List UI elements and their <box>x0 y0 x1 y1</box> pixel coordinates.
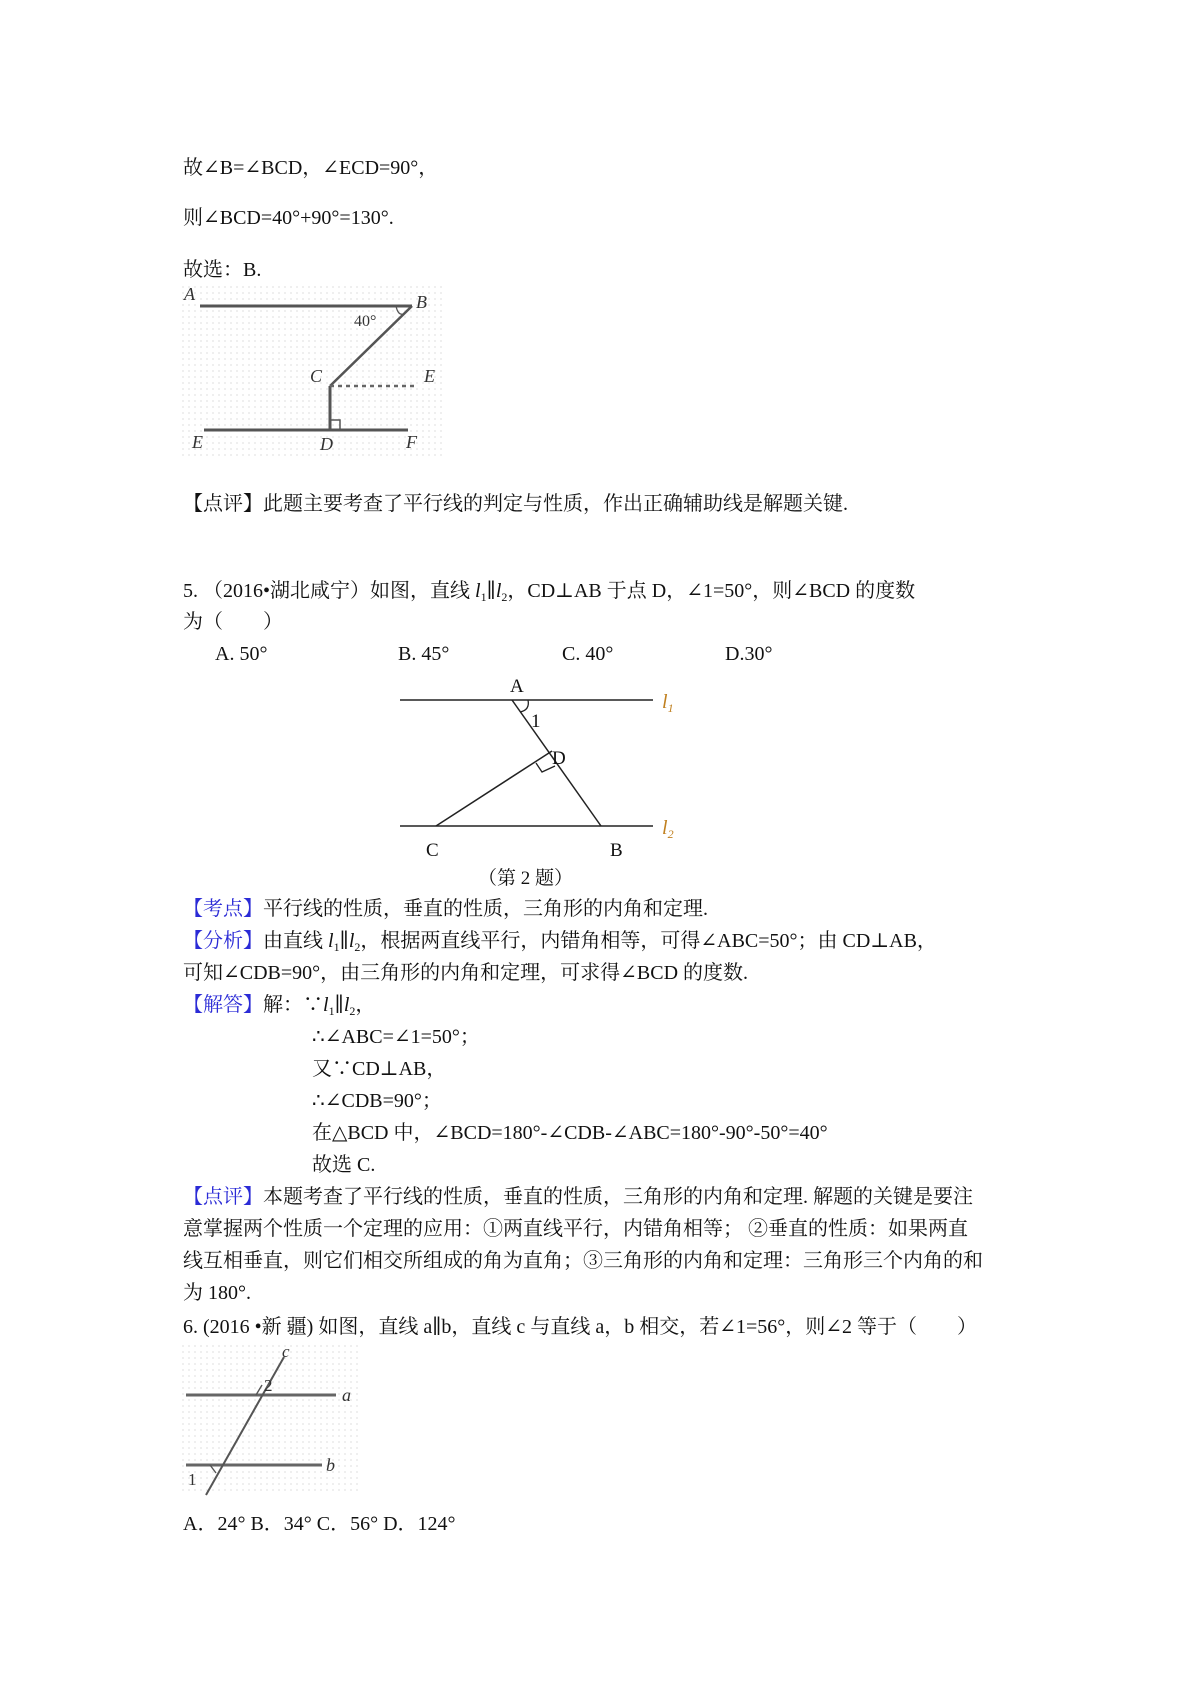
q4-comment <box>183 490 848 518</box>
dianping-line-4: 为 180°. <box>183 1282 251 1304</box>
label-l2-letter: l <box>662 817 668 839</box>
label-l2 <box>662 817 674 841</box>
q5-option-d: D.30° <box>725 643 773 665</box>
q5-stem-a: 如图，直线 <box>370 580 476 602</box>
dianping-line-1: 本题考查了平行线的性质，垂直的性质，三角形的内角和定理. 解题的关键是要注 <box>263 1186 973 1208</box>
label-f: F <box>406 432 417 452</box>
angle-arc-1 <box>520 700 528 712</box>
label-b: B <box>610 840 623 861</box>
segment-cd <box>436 751 552 826</box>
label-l1-sub: 1 <box>667 701 674 715</box>
q5-fenxi <box>183 927 937 961</box>
label-d: D <box>320 434 333 454</box>
q6-figure-svg <box>182 1345 362 1505</box>
q5-fenxi-line-2: 可知∠CDB=90°，由三角形的内角和定理，可求得∠BCD 的度数. <box>183 962 749 984</box>
label-c: c <box>282 1345 290 1361</box>
label-e-bottom: E <box>192 432 203 452</box>
q6-options: A．24° B．34° C．56° D．124° <box>183 1513 456 1535</box>
fenxi-l1: l <box>328 930 334 952</box>
q5-stem-b: ，CD⊥AB 于点 D，∠1=50°，则∠BCD 的度数 <box>507 580 916 602</box>
dianping-line-2: 意掌握两个性质一个定理的应用：①两直线平行，内错角相等； ②垂直的性质：如果两直 <box>183 1218 968 1240</box>
jieda-l1-sub: 1 <box>328 1004 335 1018</box>
label-b: b <box>326 1455 335 1475</box>
q5-l1-sub: 1 <box>480 590 487 604</box>
q5-number: 5. <box>183 580 198 602</box>
q4-solution-line-1: 故∠B=∠BCD，∠ECD=90°， <box>183 157 439 179</box>
label-b: B <box>416 292 427 312</box>
q5-kaodian <box>183 895 708 923</box>
label-c: C <box>310 366 323 386</box>
jieda-l2: l <box>343 994 350 1016</box>
fenxi-l1-sub: 1 <box>333 940 340 954</box>
q5-dianping <box>183 1183 973 1211</box>
parallel-symbol: ∥ <box>486 580 496 602</box>
dotted-background <box>182 1345 362 1495</box>
q5-stem-line-2: 为（ ） <box>183 611 283 633</box>
label-a: A <box>184 286 195 304</box>
q5-l2: l <box>495 580 502 602</box>
q5-source: （2016•湖北咸宁） <box>203 580 371 602</box>
solution-step-5: 故选 C. <box>312 1154 376 1176</box>
q5-l1: l <box>475 580 481 602</box>
label-l2-sub: 2 <box>667 827 674 841</box>
label-l1-letter: l <box>662 691 668 713</box>
fenxi-parallel: ∥ <box>339 930 349 952</box>
solution-step-3: ∴∠CDB=90°； <box>312 1090 442 1112</box>
label-a: a <box>342 1385 351 1405</box>
label-d: D <box>552 748 566 769</box>
fenxi-l2-sub: 2 <box>354 940 361 954</box>
q5-option-b: B. 45° <box>398 643 450 665</box>
q5-figure <box>400 672 700 887</box>
label-2: 2 <box>264 1376 273 1395</box>
jieda-l1: l <box>323 994 329 1016</box>
label-1: 1 <box>188 1470 197 1489</box>
jieda-comma: ， <box>355 994 376 1016</box>
q5-jieda <box>183 991 375 1025</box>
solution-step-4: 在△BCD 中，∠BCD=180°-∠CDB-∠ABC=180°-90°-50°=40° <box>312 1122 828 1144</box>
q4-solution-line-2: 则∠BCD=40°+90°=130°. <box>183 207 394 229</box>
q6-stem: 6. (2016 •新 疆) 如图，直线 a∥b，直线 c 与直线 a，b 相交，若∠1=56°，则∠2 等于（ ） <box>183 1316 977 1338</box>
q5-l2-sub: 2 <box>501 590 508 604</box>
comment-tag: 【点评】 <box>183 493 263 515</box>
q5-option-c: C. 40° <box>562 643 614 665</box>
q4-figure-svg <box>182 286 444 456</box>
kaodian-text: 平行线的性质，垂直的性质，三角形的内角和定理. <box>263 898 708 920</box>
fenxi-tag: 【分析】 <box>183 930 263 952</box>
comment-text: 此题主要考查了平行线的判定与性质，作出正确辅助线是解题关键. <box>263 493 848 515</box>
label-1: 1 <box>531 711 541 732</box>
label-e-top: E <box>424 366 435 386</box>
label-l1 <box>662 691 674 715</box>
fenxi-a: 由直线 <box>263 930 328 952</box>
q4-answer-line: 故选：B. <box>183 259 262 281</box>
label-c: C <box>426 840 439 861</box>
q5-figure-svg <box>400 672 700 887</box>
solution-step-2: 又∵CD⊥AB， <box>312 1058 447 1080</box>
kaodian-tag: 【考点】 <box>183 898 263 920</box>
jieda-tag: 【解答】 <box>183 994 263 1016</box>
q5-stem-line-1 <box>183 577 915 611</box>
solution-step-1: ∴∠ABC=∠1=50°； <box>312 1026 480 1048</box>
jieda-parallel: ∥ <box>334 994 344 1016</box>
q5-option-a: A. 50° <box>215 643 268 665</box>
dianping-tag: 【点评】 <box>183 1186 263 1208</box>
fenxi-b: ，根据两直线平行，内错角相等，可得∠ABC=50°；由 CD⊥AB， <box>360 930 937 952</box>
jieda-intro: 解：∵ <box>263 994 323 1016</box>
q4-figure <box>182 286 444 456</box>
q6-figure <box>182 1345 362 1505</box>
dianping-line-3: 线互相垂直，则它们相交所组成的角为直角；③三角形的内角和定理：三角形三个内角的和 <box>183 1250 983 1272</box>
angle-label-40: 40° <box>354 313 377 330</box>
figure-caption: （第 2 题） <box>478 868 574 887</box>
jieda-l2-sub: 2 <box>349 1004 356 1018</box>
fenxi-l2: l <box>348 930 355 952</box>
label-a: A <box>510 676 524 697</box>
